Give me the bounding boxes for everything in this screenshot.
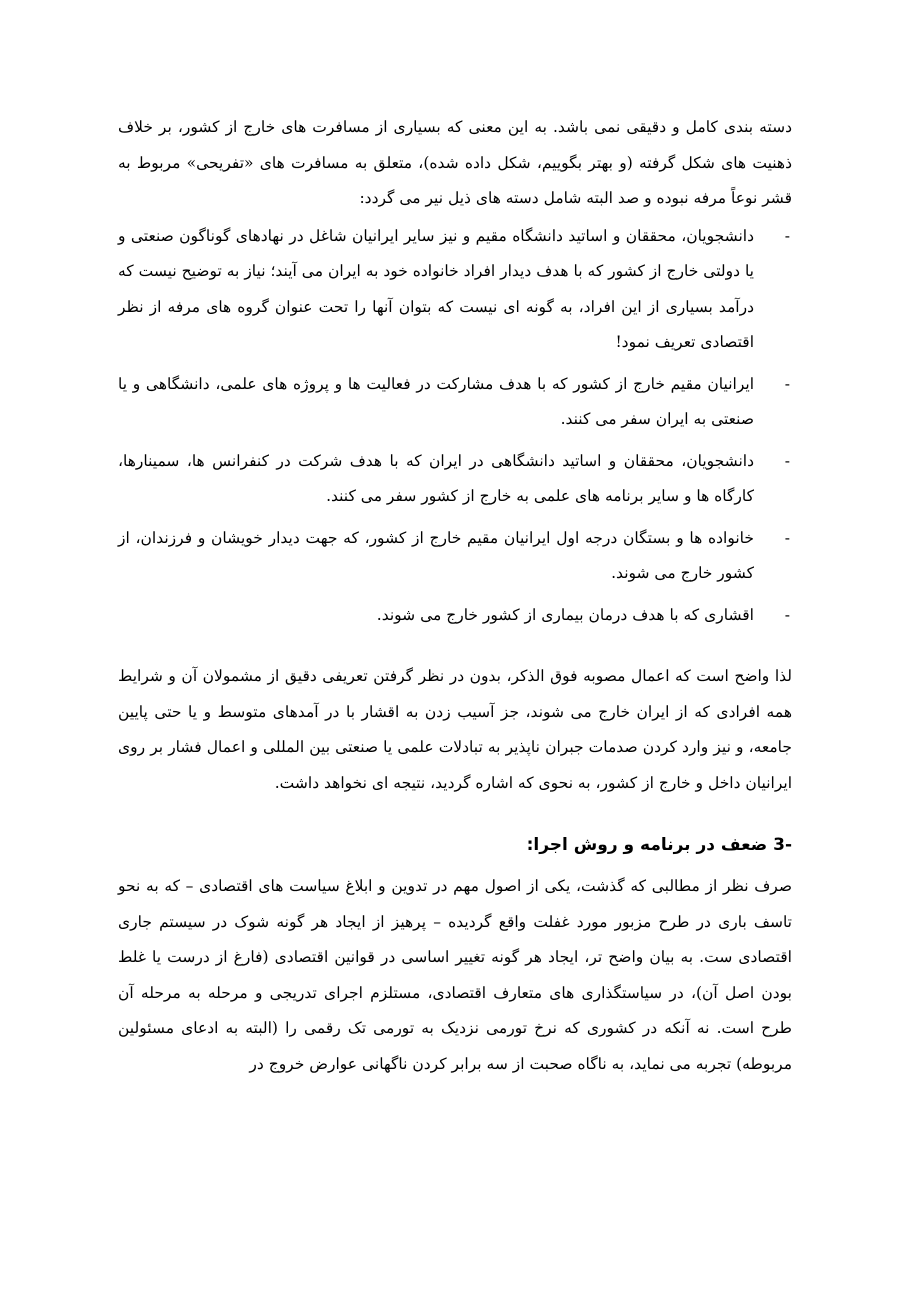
list-item xyxy=(118,521,792,592)
bullet-text: دانشجویان، محققان و اساتید دانشگاه مقیم و نیز سایر ایرانیان شاغل در نهادهای گوناگون صنعتی و یا دولتی خارج از کشور که با هدف دیدار افراد خانواده خود به ایران می آیند؛ نیاز به توضیح نیست که درآمد بسیاری از این افراد، به گونه ای نیست که بتوان آنها را تحت عنوان گروه های مرفه از نظر اقتصادی تعریف نمود! xyxy=(118,226,754,351)
section-heading xyxy=(118,827,792,863)
list-item xyxy=(118,367,792,438)
bullet-text: دانشجویان، محققان و اساتید دانشگاهی در ایران که با هدف شرکت در کنفرانس ها، سمینارها، کارگاه ها و سایر برنامه های علمی به خارج از کشور سفر می کنند. xyxy=(118,451,754,505)
bullet-list xyxy=(118,219,792,634)
bullet-text: اقشاری که با هدف درمان بیماری از کشور خارج می شوند. xyxy=(376,605,754,624)
list-item xyxy=(118,598,792,634)
paragraph-spacer xyxy=(118,639,792,659)
bullet-text: خانواده ها و بستگان درجه اول ایرانیان مقیم خارج از کشور، که جهت دیدار خویشان و فرزندان، از کشور خارج می شوند. xyxy=(118,528,754,582)
bullet-marker: - xyxy=(784,226,790,245)
bullet-marker: - xyxy=(784,605,790,624)
section-paragraph: صرف نظر از مطالبی که گذشت، یکی از اصول مهم در تدوین و ابلاغ سیاست های اقتصادی – که به نحو تاسف باری در طرح مزبور مورد غفلت واقع گردیده – پرهیز از ایجاد هر گونه شوک در سیستم جاری اقتصادی ست. به بیان واضح تر، ایجاد هر گونه تغییر اساسی در قوانین اقتصادی (فارغ از درست یا غلط بودن اصل آن)، در سیاستگذاری های متعارف اقتصادی، مستلزم اجرای تدریجی و مرحله به مرحله آن طرح است. نه آنکه در کشوری که نرخ تورمی نزدیک به تورمی تک رقمی را (البته به ادعای مسئولین مربوطه) تجربه می نماید، به ناگاه صحبت از سه برابر کردن ناگهانی عوارض خروج در xyxy=(118,877,792,1073)
document-page xyxy=(118,110,792,1082)
bullet-marker: - xyxy=(784,374,790,393)
conclusion-paragraph: لذا واضح است که اعمال مصوبه فوق الذکر، بدون در نظر گرفتن تعریفی دقیق از مشمولان آن و شرایط همه افرادی که از ایران خارج می شوند، جز آسیب زدن به اقشار با در آمدهای متوسط و یا حتی پایین جامعه، و نیز وارد کردن صدمات جبران ناپذیر به تبادلات علمی یا صنعتی بین المللی و اعمال فشار بر روی ایرانیان داخل و خارج از کشور، به نحوی که اشاره گردید، نتیجه ای نخواهد داشت. xyxy=(118,667,792,792)
bullet-text: ایرانیان مقیم خارج از کشور که با هدف مشارکت در فعالیت ها و پروژه های علمی، دانشگاهی و یا صنعتی به ایران سفر می کنند. xyxy=(118,374,754,428)
list-item xyxy=(118,444,792,515)
section-number: 3- xyxy=(773,835,792,855)
intro-paragraph: دسته بندی کامل و دقیقی نمی باشد. به این معنی که بسیاری از مسافرت های خارج از کشور، بر خلاف ذهنیت های شکل گرفته (و بهتر بگوییم، شکل داده شده)، متعلق به مسافرت های «تفریحی» مربوط به قشر نوعاً مرفه نبوده و صد البته شامل دسته های ذیل نیر می گردد: xyxy=(118,118,792,207)
section-title: ضعف در برنامه و روش اجرا: xyxy=(526,835,768,855)
bullet-marker: - xyxy=(784,528,790,547)
bullet-marker: - xyxy=(784,451,790,470)
list-item xyxy=(118,219,792,361)
